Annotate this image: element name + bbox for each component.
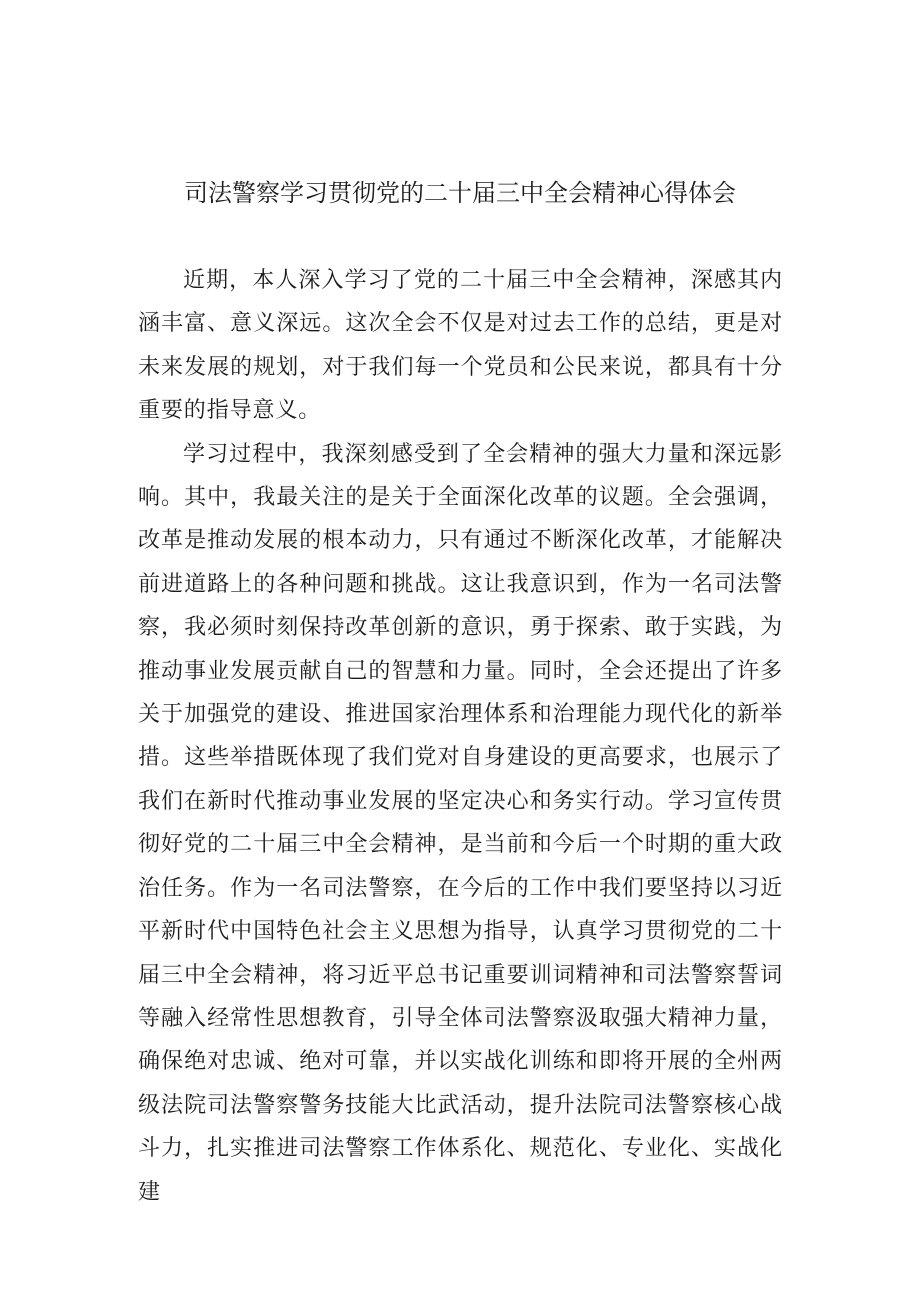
paragraph-1: 近期，本人深入学习了党的二十届三中全会精神，深感其内涵丰富、意义深远。这次全会不仅是对过去工作的总结，更是对未来发展的规划，对于我们每一个党员和公民来说，都具有十分重要的指导意义。 (138, 268, 783, 424)
paragraph-2: 学习过程中，我深刻感受到了全会精神的强大力量和深远影响。其中，我最关注的是关于全面深化改革的议题。全会强调，改革是推动发展的根本动力，只有通过不断深化改革，才能解决前进道路上的各种问题和挑战。这让我意识到，作为一名司法警察，我必须时刻保持改革创新的意识，勇于探索、敢于实践，为推动事业发展贡献自己的智慧和力量。同时，全会还提出了许多关于加强党的建设、推进国家治理体系和治理能力现代化的新举措。这些举措既体现了我们党对自身建设的更高要求，也展示了我们在新时代推动事业发展的坚定决心和务实行动。学习宣传贯彻好党的二十届三中全会精神，是当前和今后一个时期的重大政治任务。作为一名司法警察，在今后的工作中我们要坚持以习近平新时代中国特色社会主义思想为指导，认真学习贯彻党的二十届三中全会精神，将习近平总书记重要训词精神和司法警察誓词等融入经常性思想教育，引导全体司法警察汲取强大精神力量，确保绝对忠诚、绝对可靠，并以实战化训练和即将开展的全州两级法院司法警察警务技能大比武活动，提升法院司法警察核心战斗力，扎实推进司法警察工作体系化、规范化、专业化、实战化建 (138, 441, 783, 1205)
document-body (138, 259, 783, 1214)
document-title: 司法警察学习贯彻党的二十届三中全会精神心得体会 (184, 179, 736, 207)
